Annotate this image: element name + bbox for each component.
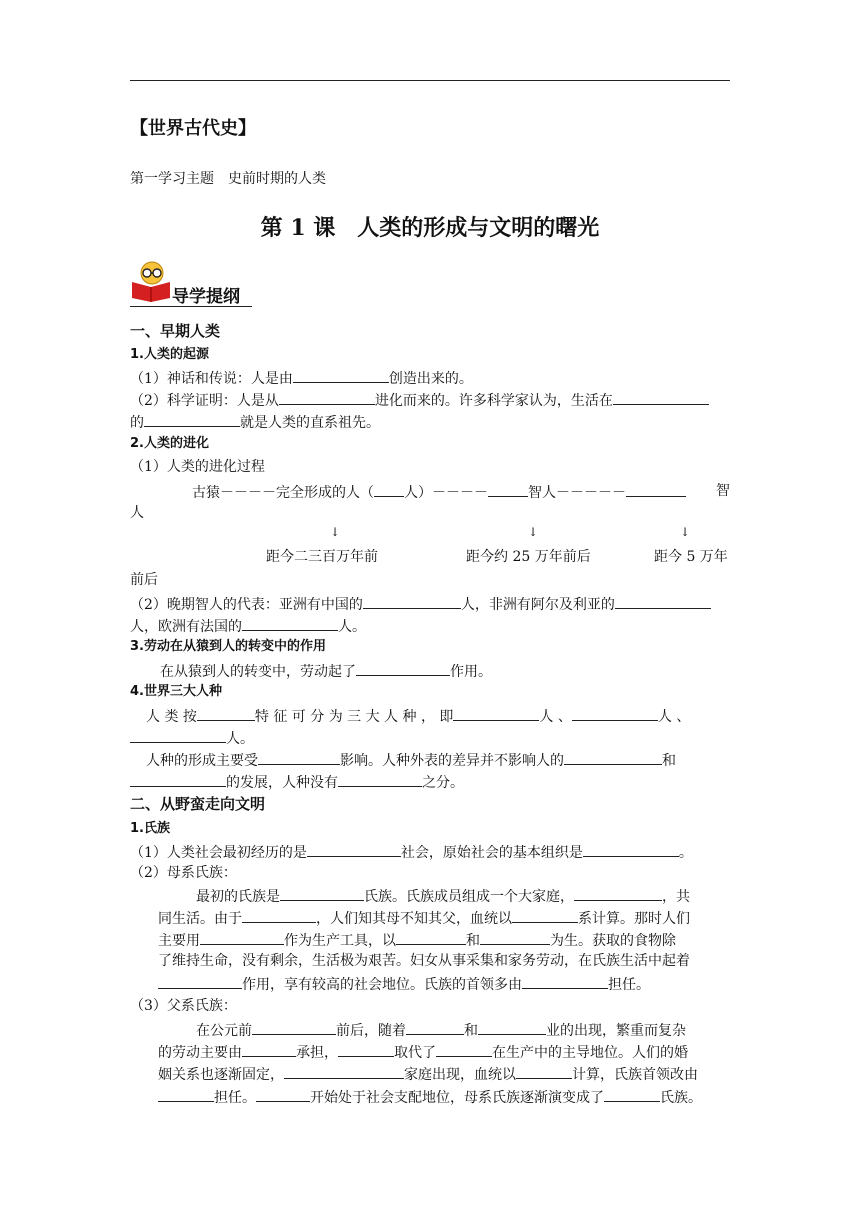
text: 同生活。由于 xyxy=(158,911,242,927)
text: 智人－－－－－ xyxy=(528,485,626,501)
text: ，人们知其母不知其父，血统以 xyxy=(316,911,512,927)
text: 人。 xyxy=(226,731,254,747)
blank xyxy=(356,661,450,676)
blank xyxy=(615,594,711,609)
text: 人 、 xyxy=(539,709,572,725)
text: 和 xyxy=(662,753,676,769)
text: 主要用 xyxy=(158,933,200,949)
part2-heading: 二、从野蛮走向文明 xyxy=(130,795,266,813)
blank xyxy=(307,842,401,857)
chain-wrap: 人 xyxy=(130,505,144,521)
blank xyxy=(144,412,240,427)
text: 在从猿到人的转变中，劳动起了 xyxy=(160,664,356,680)
s3-title: 3.劳动在从猿到人的转变中的作用 xyxy=(130,639,326,654)
blank xyxy=(583,842,679,857)
text: 创造出来的。 xyxy=(388,371,473,387)
p2-line2: （2）母系氏族： xyxy=(130,865,237,881)
s1-line1 xyxy=(130,368,473,388)
blank xyxy=(406,1020,464,1035)
text: 和 xyxy=(464,1023,478,1039)
blank xyxy=(604,1087,660,1102)
text: 人种的形成主要受 xyxy=(146,753,258,769)
text: 影响。人种外表的差异并不影响人的 xyxy=(340,753,564,769)
p2-s1-title: 1.氏族 xyxy=(130,821,170,836)
matri-line4: 了维持生命，没有剩余，生活极为艰苦。妇女从事采集和家务劳动，在氏族生活中起着 xyxy=(158,953,690,969)
s4-title: 4.世界三大人种 xyxy=(130,684,222,699)
blank xyxy=(338,772,422,787)
blank xyxy=(564,750,662,765)
text: ，共 xyxy=(662,889,690,905)
s1-line2 xyxy=(130,390,709,410)
text: 人）－－－－ xyxy=(404,485,488,501)
s2-line1: （1）人类的进化过程 xyxy=(130,459,265,475)
blank xyxy=(130,728,226,743)
matri-line5 xyxy=(158,974,650,994)
blank xyxy=(488,482,528,497)
text: 。 xyxy=(678,845,693,861)
patri-line3 xyxy=(158,1064,698,1084)
text: （1）人类社会最初经历的是 xyxy=(130,845,307,861)
text: 的发展，人种没有 xyxy=(226,775,338,791)
p2-line1 xyxy=(130,842,693,862)
p2-line3: （3）父系氏族： xyxy=(130,998,237,1014)
text: 最初的氏族是 xyxy=(196,889,280,905)
blank xyxy=(436,1042,492,1057)
s2-title: 2.人类的进化 xyxy=(130,436,209,451)
text: 承担， xyxy=(296,1045,338,1061)
chain-end: 智 xyxy=(716,483,730,499)
s4-line1 xyxy=(146,706,690,726)
student-reading-icon xyxy=(130,260,172,302)
text: （2）晚期智人的代表：亚洲有中国的 xyxy=(130,597,363,613)
blank xyxy=(242,616,338,631)
evolution-chain xyxy=(192,482,686,502)
blank xyxy=(338,1042,394,1057)
s4-line3 xyxy=(146,750,676,770)
s1-title: 1.人类的起源 xyxy=(130,347,209,362)
patri-line4 xyxy=(158,1087,702,1107)
down-arrow-icon: ↓ xyxy=(330,525,341,539)
time-label-3-wrap: 前后 xyxy=(130,572,158,588)
blank xyxy=(200,930,284,945)
lesson-title: 第 1 课 人类的形成与文明的曙光 xyxy=(260,215,600,241)
text: 为生。获取的食物除 xyxy=(550,933,676,949)
text: 进化而来的。许多科学家认为，生活在 xyxy=(374,393,613,409)
blank xyxy=(522,974,608,989)
subtitle: 第一学习主题 史前时期的人类 xyxy=(130,171,326,187)
text: 前后，随着 xyxy=(336,1023,406,1039)
s3-line1 xyxy=(160,661,492,681)
text: 业的出现，繁重而复杂 xyxy=(546,1023,686,1039)
time-label-3: 距今 5 万年 xyxy=(654,549,728,565)
blank xyxy=(242,908,316,923)
blank xyxy=(158,974,242,989)
text: 担任。 xyxy=(608,977,650,993)
text: 人 类 按 xyxy=(146,709,197,725)
text: 作为生产工具，以 xyxy=(284,933,396,949)
matri-line3 xyxy=(158,930,676,950)
text: 社会，原始社会的基本组织是 xyxy=(400,845,583,861)
text: （2）科学证明：人是从 xyxy=(130,393,279,409)
blank xyxy=(158,1087,214,1102)
text: 和 xyxy=(466,933,480,949)
text: 氏族。 xyxy=(660,1090,702,1106)
text: 古猿－－－－完全形成的人（ xyxy=(192,485,374,501)
blank xyxy=(626,482,686,497)
s4-line2 xyxy=(130,728,254,748)
patri-line2 xyxy=(158,1042,688,1062)
blank xyxy=(516,1064,572,1079)
header-rule xyxy=(130,80,730,81)
blank xyxy=(478,1020,546,1035)
time-label-1: 距今二三百万年前 xyxy=(266,549,378,565)
text: 人，欧洲有法国的 xyxy=(130,619,242,635)
text: 家庭出现，血统以 xyxy=(404,1067,516,1083)
down-arrow-icon: ↓ xyxy=(680,525,691,539)
text: 的劳动主要由 xyxy=(158,1045,242,1061)
text: 在生产中的主导地位。人们的婚 xyxy=(492,1045,688,1061)
patri-line1 xyxy=(196,1020,686,1040)
blank xyxy=(572,706,658,721)
text: 就是人类的直系祖先。 xyxy=(240,415,380,431)
blank xyxy=(280,886,364,901)
blank xyxy=(242,1042,296,1057)
text: 人。 xyxy=(338,619,366,635)
blank xyxy=(252,1020,336,1035)
text: 作用。 xyxy=(450,664,492,680)
blank xyxy=(512,908,578,923)
matri-line2 xyxy=(158,908,690,928)
text: 取代了 xyxy=(394,1045,436,1061)
blank xyxy=(293,368,389,383)
part1-heading: 一、早期人类 xyxy=(130,322,221,340)
text: 人，非洲有阿尔及利亚的 xyxy=(460,597,615,613)
blank xyxy=(256,1087,310,1102)
s1-line3 xyxy=(130,412,380,432)
matri-line1 xyxy=(196,886,690,906)
text: 人 、 xyxy=(657,709,691,725)
s2-line2 xyxy=(130,594,711,614)
time-label-2: 距今约 25 万年前后 xyxy=(466,549,591,565)
blank xyxy=(480,930,550,945)
blank xyxy=(396,930,466,945)
blank xyxy=(284,1064,404,1079)
s4-line4 xyxy=(130,772,464,792)
blank xyxy=(453,706,539,721)
text: （1）神话和传说：人是由 xyxy=(130,371,293,387)
s2-line3 xyxy=(130,616,366,636)
text: 担任。 xyxy=(214,1090,256,1106)
blank xyxy=(279,390,375,405)
blank xyxy=(363,594,461,609)
blank xyxy=(613,390,709,405)
section-title: 【世界古代史】 xyxy=(130,118,256,139)
blank xyxy=(258,750,340,765)
blank xyxy=(130,772,226,787)
blank xyxy=(197,706,255,721)
text: 的 xyxy=(130,415,144,431)
outline-label: 导学提纲 xyxy=(172,287,240,307)
down-arrow-icon: ↓ xyxy=(528,525,539,539)
outline-underline xyxy=(130,306,252,307)
text: 氏族。氏族成员组成一个大家庭， xyxy=(364,889,574,905)
text: 特 征 可 分 为 三 大 人 种 ， 即 xyxy=(254,709,454,725)
text: 系计算。那时人们 xyxy=(578,911,690,927)
blank xyxy=(574,886,662,901)
text: 在公元前 xyxy=(196,1023,252,1039)
text: 姻关系也逐渐固定， xyxy=(158,1067,284,1083)
blank xyxy=(374,482,404,497)
text: 计算，氏族首领改由 xyxy=(572,1067,698,1083)
text: 开始处于社会支配地位，母系氏族逐渐演变成了 xyxy=(310,1090,604,1106)
text: 之分。 xyxy=(422,775,464,791)
text: 作用，享有较高的社会地位。氏族的首领多由 xyxy=(242,977,522,993)
